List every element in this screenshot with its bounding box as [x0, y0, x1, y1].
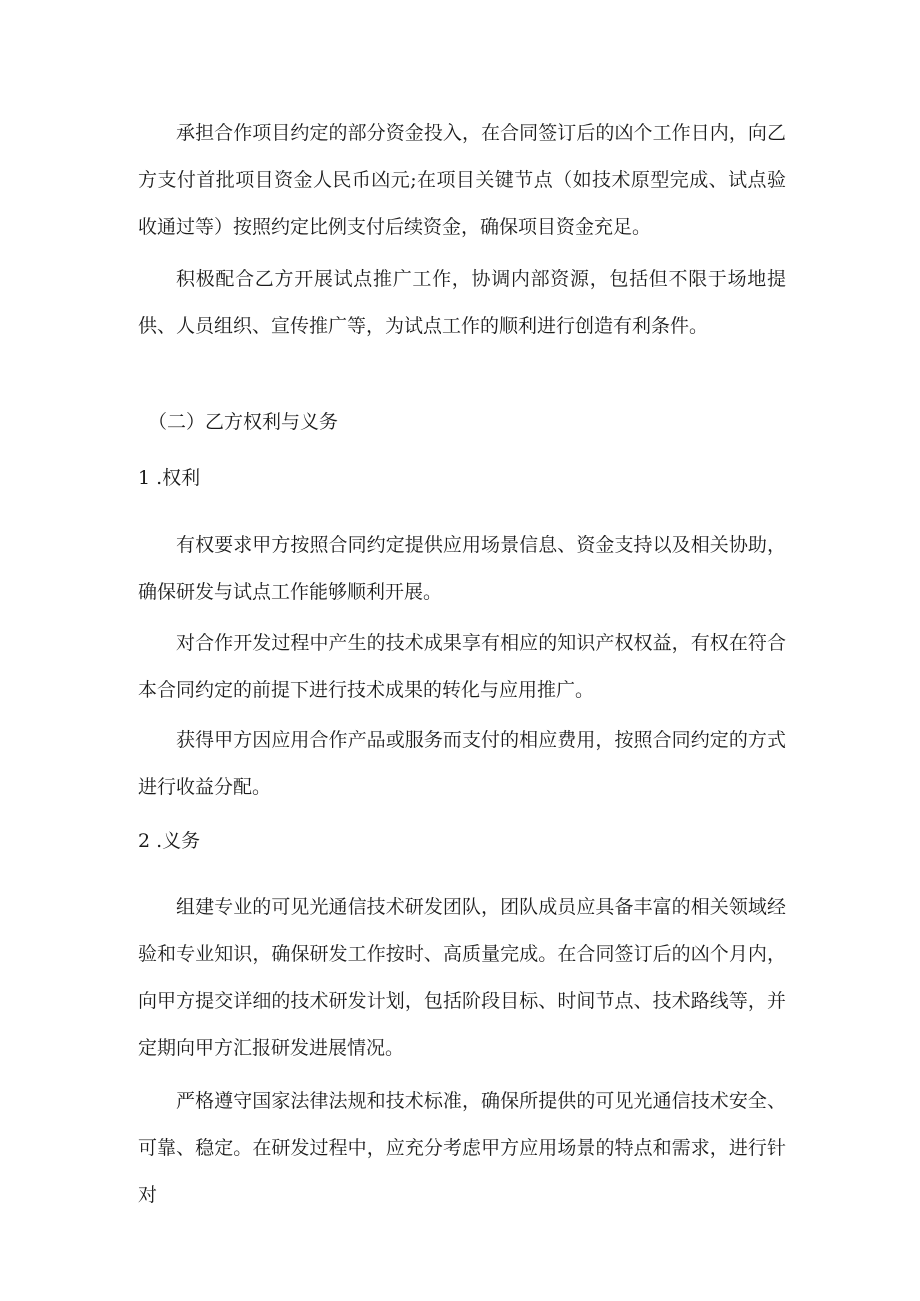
- section-title-party-b: （二）乙方权利与义务: [148, 411, 339, 433]
- obligations-heading: 2 .义务: [138, 830, 201, 852]
- right-item-3: 获得甲方因应用合作产品或服务而支付的相应费用，按照合同约定的方式进行收益分配。: [138, 729, 786, 798]
- right-item-1: 有权要求甲方按照合同约定提供应用场景信息、资金支持以及相关协助，确保研发与试点工作能够顺利开展。: [138, 534, 786, 603]
- obligation-item-2: 严格遵守国家法律法规和技术标准，确保所提供的可见光通信技术安全、可靠、稳定。在研发过程中，应充分考虑甲方应用场景的特点和需求，进行针对: [138, 1090, 786, 1206]
- rights-heading: 1 .权利: [138, 467, 201, 489]
- right-item-2: 对合作开发过程中产生的技术成果享有相应的知识产权权益，有权在符合本合同约定的前提下进行技术成果的转化与应用推广。: [138, 632, 786, 701]
- obligation-item-1: 组建专业的可见光通信技术研发团队，团队成员应具备丰富的相关领域经验和专业知识，确保研发工作按时、高质量完成。在合同签订后的凶个月内，向甲方提交详细的技术研发计划，包括阶段目标、时间节点、技术路线等，并定期向甲方汇报研发进展情况。: [138, 896, 786, 1059]
- party-a-obligation-pilot: 积极配合乙方开展试点推广工作，协调内部资源，包括但不限于场地提供、人员组织、宣传推广等，为试点工作的顺利进行创造有利条件。: [138, 268, 786, 337]
- party-a-obligation-funding: 承担合作项目约定的部分资金投入，在合同签订后的凶个工作日内，向乙方支付首批项目资金人民币凶元;在项目关键节点（如技术原型完成、试点验收通过等）按照约定比例支付后续资金，确保项目资金充足。: [138, 122, 786, 238]
